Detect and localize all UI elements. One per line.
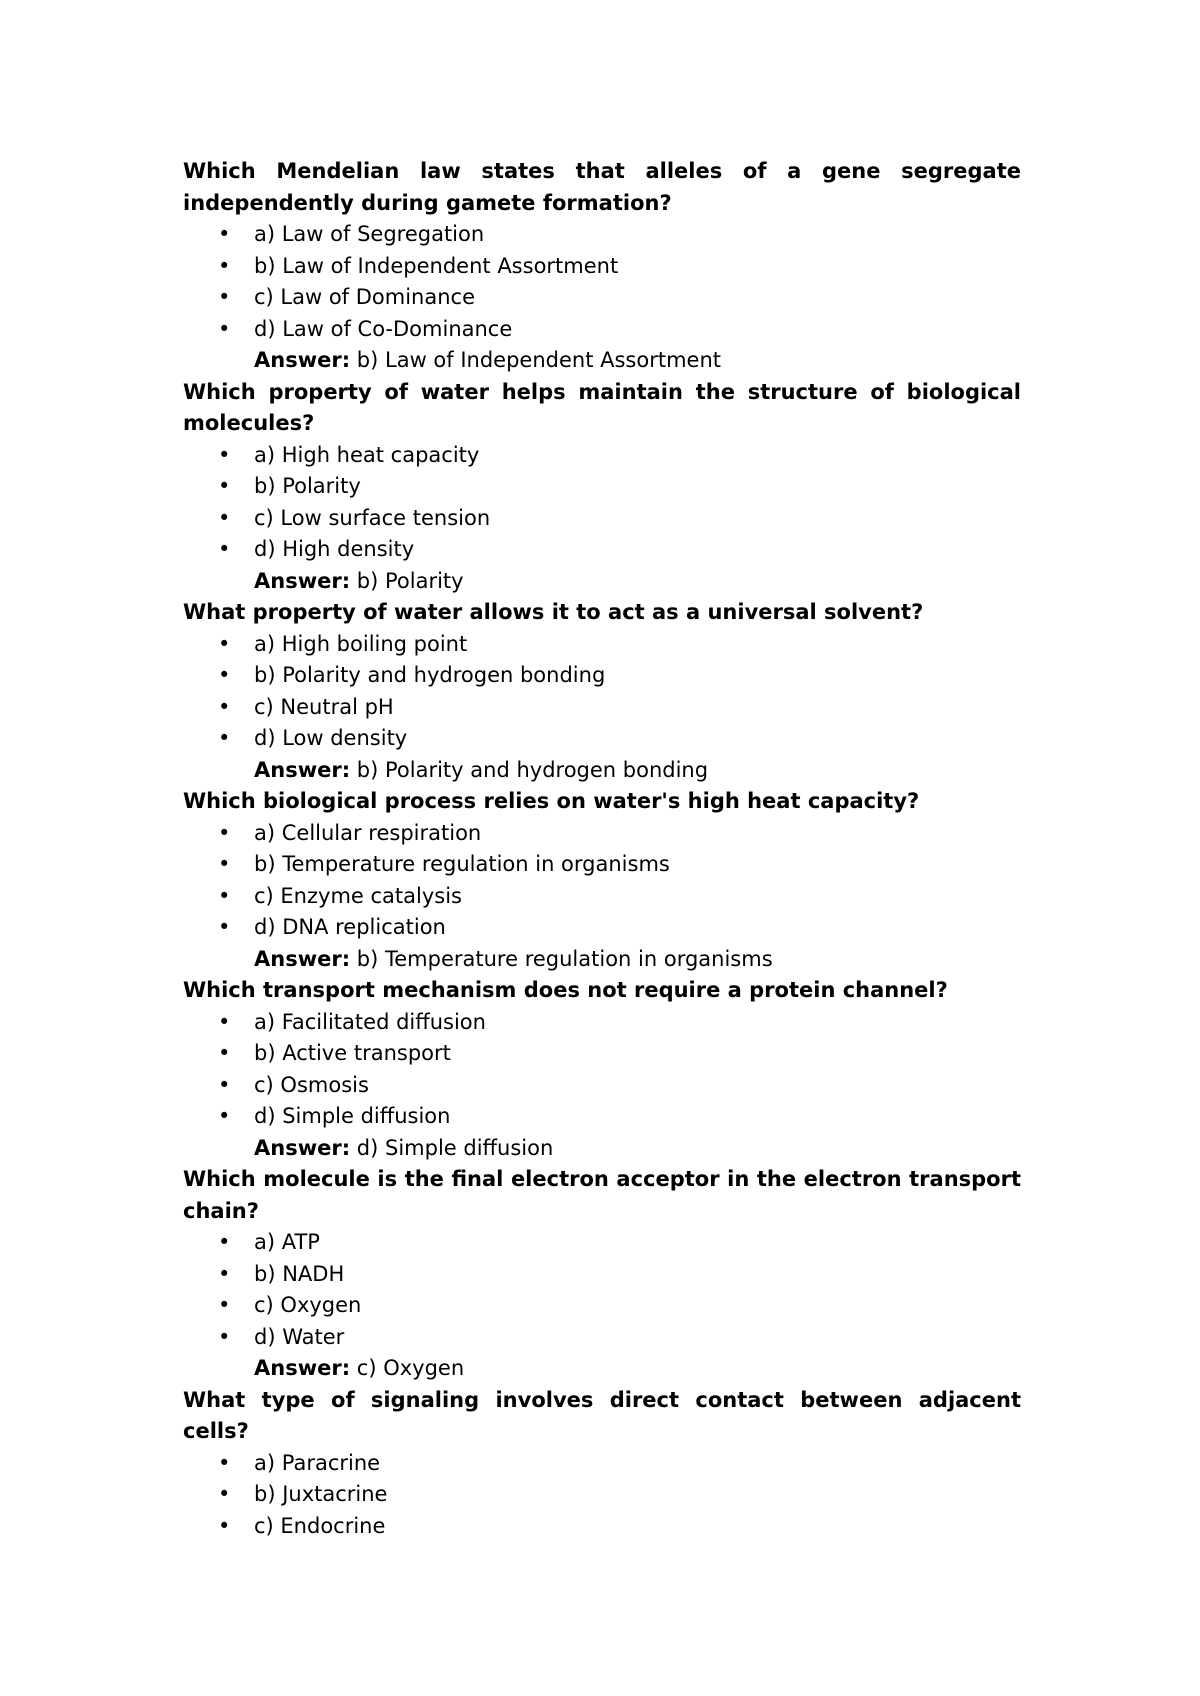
bullet-icon: • — [218, 316, 231, 341]
option-item — [183, 534, 1021, 566]
option-list — [183, 440, 1021, 566]
option-label: a) Paracrine — [254, 1450, 381, 1475]
option-label: a) Cellular respiration — [254, 820, 482, 845]
option-item — [183, 314, 1021, 346]
option-label: b) Temperature regulation in organisms — [254, 852, 670, 876]
option-label: d) Water — [254, 1324, 345, 1349]
option-item — [183, 1007, 1021, 1039]
answer-label: Answer: — [254, 757, 351, 782]
answer-value: b) Law of Independent Assortment — [356, 348, 721, 372]
option-label: d) High density — [254, 537, 415, 561]
option-item — [183, 440, 1021, 472]
option-label: c) Enzyme catalysis — [254, 883, 462, 908]
question-text: Which biological process relies on water's high heat capacity? — [183, 789, 920, 813]
bullet-icon: • — [218, 1261, 231, 1286]
option-item — [183, 1448, 1021, 1480]
answer-line — [183, 755, 1021, 787]
bullet-icon: • — [218, 1104, 231, 1128]
option-label: b) Law of Independent Assortment — [254, 253, 619, 278]
bullet-icon: • — [218, 285, 231, 309]
bullet-icon: • — [218, 663, 231, 687]
option-item — [183, 251, 1021, 283]
option-label: c) Neutral pH — [254, 694, 394, 719]
question-block — [183, 1385, 1021, 1543]
option-label: c) Osmosis — [254, 1072, 369, 1097]
bullet-icon: • — [218, 474, 231, 498]
option-label: b) Polarity — [254, 474, 361, 498]
option-item — [183, 1101, 1021, 1133]
bullet-icon: • — [218, 726, 231, 750]
answer-line — [183, 944, 1021, 976]
option-label: c) Oxygen — [254, 1293, 362, 1317]
option-list — [183, 219, 1021, 345]
option-item — [183, 219, 1021, 251]
question-block — [183, 377, 1021, 598]
option-item — [183, 818, 1021, 850]
option-label: c) Endocrine — [254, 1513, 386, 1538]
option-label: a) High boiling point — [254, 631, 468, 656]
bullet-icon: • — [218, 505, 231, 530]
answer-value: c) Oxygen — [356, 1356, 465, 1380]
option-label: a) ATP — [254, 1230, 320, 1254]
answer-label: Answer: — [254, 568, 351, 593]
option-item — [183, 1511, 1021, 1543]
option-item — [183, 503, 1021, 535]
option-label: b) Juxtacrine — [254, 1482, 388, 1506]
option-label: b) Active transport — [254, 1041, 451, 1065]
answer-value: b) Polarity and hydrogen bonding — [356, 757, 709, 782]
bullet-icon: • — [218, 1041, 231, 1065]
answer-line — [183, 345, 1021, 377]
option-item — [183, 1038, 1021, 1070]
question-block — [183, 156, 1021, 377]
option-item — [183, 881, 1021, 913]
bullet-icon: • — [218, 222, 231, 246]
question-block — [183, 1164, 1021, 1385]
option-list — [183, 818, 1021, 944]
option-item — [183, 471, 1021, 503]
answer-value: b) Temperature regulation in organisms — [356, 946, 773, 971]
bullet-icon: • — [218, 253, 231, 278]
option-list — [183, 1227, 1021, 1353]
question-text: What type of signaling involves direct contact between adjacent cells? — [183, 1387, 1021, 1443]
option-item — [183, 1290, 1021, 1322]
bullet-icon: • — [218, 1513, 231, 1538]
option-label: c) Law of Dominance — [254, 285, 476, 309]
bullet-icon: • — [218, 631, 231, 656]
bullet-icon: • — [218, 1450, 231, 1475]
answer-value: d) Simple diffusion — [356, 1135, 554, 1160]
option-item — [183, 1259, 1021, 1291]
option-list — [183, 629, 1021, 755]
option-item — [183, 660, 1021, 692]
option-label: a) Law of Segregation — [254, 222, 485, 246]
answer-value: b) Polarity — [356, 568, 464, 593]
option-item — [183, 1479, 1021, 1511]
bullet-icon: • — [218, 852, 231, 876]
option-item — [183, 692, 1021, 724]
question-block — [183, 975, 1021, 1164]
option-label: d) Simple diffusion — [254, 1104, 451, 1128]
answer-label: Answer: — [254, 1135, 351, 1160]
bullet-icon: • — [218, 915, 231, 939]
question-text: Which property of water helps maintain the structure of biological molecules? — [183, 379, 1021, 435]
bullet-icon: • — [218, 537, 231, 561]
option-label: b) NADH — [254, 1261, 345, 1286]
option-item — [183, 629, 1021, 661]
question-text: Which molecule is the final electron acceptor in the electron transport chain? — [183, 1167, 1021, 1223]
bullet-icon: • — [218, 1482, 231, 1506]
bullet-icon: • — [218, 883, 231, 908]
option-list — [183, 1448, 1021, 1543]
option-label: c) Low surface tension — [254, 505, 491, 530]
bullet-icon: • — [218, 1324, 231, 1349]
answer-label: Answer: — [254, 946, 351, 971]
option-item — [183, 912, 1021, 944]
bullet-icon: • — [218, 1009, 231, 1034]
bullet-icon: • — [218, 694, 231, 719]
answer-line — [183, 1353, 1021, 1385]
question-block — [183, 597, 1021, 786]
question-text: Which Mendelian law states that alleles of a gene segregate independently during gamete formation? — [183, 159, 1021, 215]
bullet-icon: • — [218, 1072, 231, 1097]
option-item — [183, 282, 1021, 314]
answer-label: Answer: — [254, 348, 351, 372]
option-label: b) Polarity and hydrogen bonding — [254, 663, 606, 687]
option-label: d) Low density — [254, 726, 408, 750]
option-list — [183, 1007, 1021, 1133]
question-text: What property of water allows it to act as a universal solvent? — [183, 600, 924, 624]
bullet-icon: • — [218, 442, 231, 467]
answer-line — [183, 566, 1021, 598]
option-label: a) Facilitated diffusion — [254, 1009, 486, 1034]
option-item — [183, 1322, 1021, 1354]
answer-label: Answer: — [254, 1356, 351, 1380]
bullet-icon: • — [218, 1230, 231, 1254]
bullet-icon: • — [218, 1293, 231, 1317]
question-block — [183, 786, 1021, 975]
option-item — [183, 723, 1021, 755]
option-item — [183, 1070, 1021, 1102]
option-label: a) High heat capacity — [254, 442, 480, 467]
option-label: d) Law of Co-Dominance — [254, 316, 513, 341]
answer-line — [183, 1133, 1021, 1165]
option-item — [183, 1227, 1021, 1259]
option-item — [183, 849, 1021, 881]
question-text: Which transport mechanism does not require a protein channel? — [183, 978, 948, 1002]
bullet-icon: • — [218, 820, 231, 845]
option-label: d) DNA replication — [254, 915, 446, 939]
